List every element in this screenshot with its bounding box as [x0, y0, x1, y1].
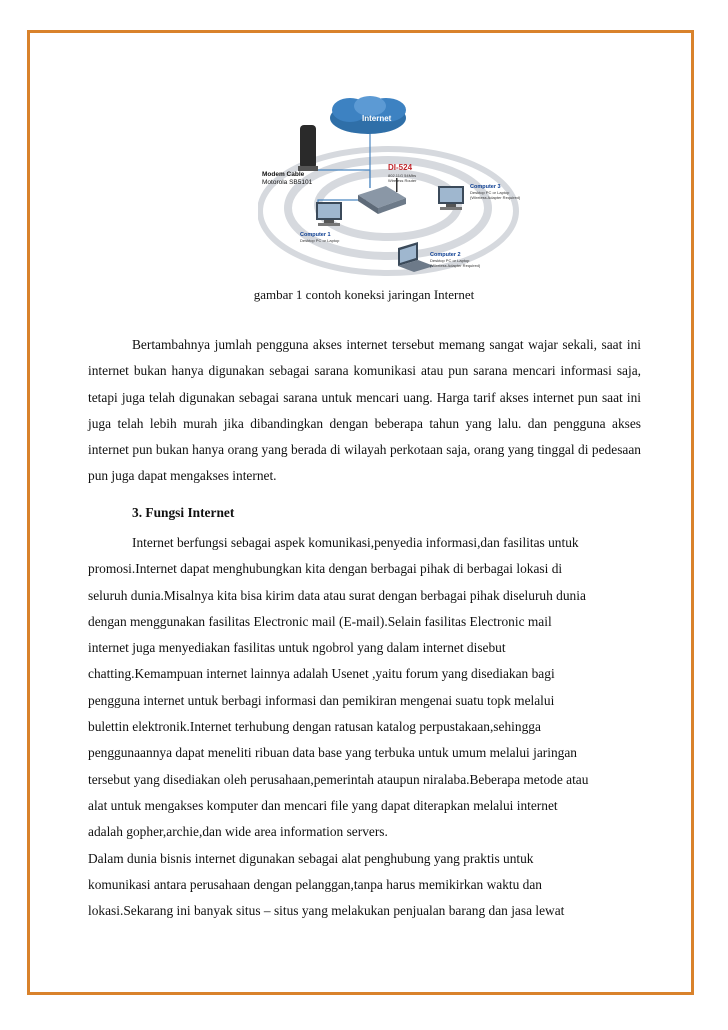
computer-2-icon [398, 242, 434, 272]
section-heading: 3. Fungsi Internet [132, 505, 235, 520]
computer-3-sub-label: Desktop PC or Laptop [470, 190, 510, 195]
paragraph-2-line: pengguna internet untuk berbagi informasi dan pemikiran mengenai suatu topk melalui [88, 692, 555, 708]
paragraph-2-line: tersebut yang disediakan oleh perusahaan,pemerintah ataupun niralaba.Beberapa metode atau [88, 771, 589, 787]
computer-2-sub-label: Desktop PC or Laptop [430, 258, 470, 263]
internet-label: Internet [362, 114, 392, 123]
paragraph-2-line: komunikasi antara perusahaan dengan pelanggan,tanpa harus memikirkan waktu dan [88, 876, 543, 892]
figure-caption: gambar 1 contoh koneksi jaringan Internet [253, 287, 475, 302]
paragraph-2-line: seluruh dunia.Misalnya kita bisa kirim data atau surat dengan berbagai pihak diseluruh dunia [88, 587, 586, 603]
paragraph-2-line: promosi.Internet dapat menghubungkan kita dengan berbagai pihak di berbagai lokasi di [88, 561, 563, 577]
paragraph-2-line: bulettin elektronik.Internet terhubung dengan ratusan katalog perpustakaan,sehingga [88, 719, 541, 735]
router-label: DI-524 [388, 163, 413, 172]
paragraph-2-line: adalah gopher,archie,dan wide area information servers. [88, 824, 388, 840]
computer-3-sub2-label: (Wireless Adapter Required) [470, 195, 520, 200]
computer-2-label: Computer 2 [430, 252, 461, 258]
router-sub2-label: Wireless Router [388, 178, 417, 183]
paragraph-2-line: chatting.Kemampuan internet lainnya adalah Usenet ,yaitu forum yang disediakan bagi [88, 666, 555, 682]
computer-2-sub2-label: (Wireless Adapter Required) [430, 263, 481, 268]
paragraph-2-line: Internet berfungsi sebagai aspek komunikasi,penyedia informasi,dan fasilitas untuk [132, 535, 579, 550]
computer-3-label: Computer 3 [470, 184, 501, 190]
computer-1-sub-label: Desktop PC or Laptop [300, 238, 340, 243]
paragraph-2-line: Dalam dunia bisnis internet digunakan sebagai alat penghubung yang praktis untuk [88, 850, 534, 866]
paragraph-2 [88, 530, 641, 924]
computer-1-label: Computer 1 [300, 232, 331, 238]
internet-cloud-icon [330, 96, 406, 134]
router-icon [358, 178, 406, 214]
router-sub-label: 802.11G 54Mbs [388, 173, 417, 178]
paragraph-2-line: alat untuk mengakses komputer dan mencari file yang dapat diterapkan melalui internet [88, 797, 558, 813]
paragraph-2-line: lokasi.Sekarang ini banyak situs – situs yang melakukan penjualan barang dan jasa lewat [88, 903, 565, 919]
modem-icon [298, 125, 318, 171]
modem-model-label: Motorola SB5101 [262, 179, 313, 186]
paragraph-2-line: internet juga menyediakan fasilitas untuk ngobrol yang dalam internet disebut [88, 640, 506, 656]
paragraph-1: Bertambahnya jumlah pengguna akses internet tersebut memang sangat wajar sekali, saat ini internet bukan hanya digunakan sebagai sarana komunikasi atau pun sarana mencari informasi saja, tetapi juga telah digunakan sebagai sarana untuk mencari uang. Harga tarif akses internet pun saat ini juga telah lebih murah jika dibandingkan dengan beberapa tahun yang lalu. dan pengguna akses internet pun bukan hanya orang yang berada di wilayah perkotaan saja, orang yang tinggal di pedesaan pun juga dapat mengakses internet. [88, 337, 641, 484]
paragraph-2-line: penggunaannya dapat meneliti ribuan data base yang terbuka untuk umum melalui jaringan [88, 745, 577, 761]
modem-label: Modem Cable [262, 171, 305, 178]
network-diagram [258, 90, 520, 280]
computer-1-icon [316, 202, 342, 226]
paragraph-2-line: dengan menggunakan fasilitas Electronic mail (E-mail).Selain fasilitas Electronic mail [88, 613, 552, 629]
